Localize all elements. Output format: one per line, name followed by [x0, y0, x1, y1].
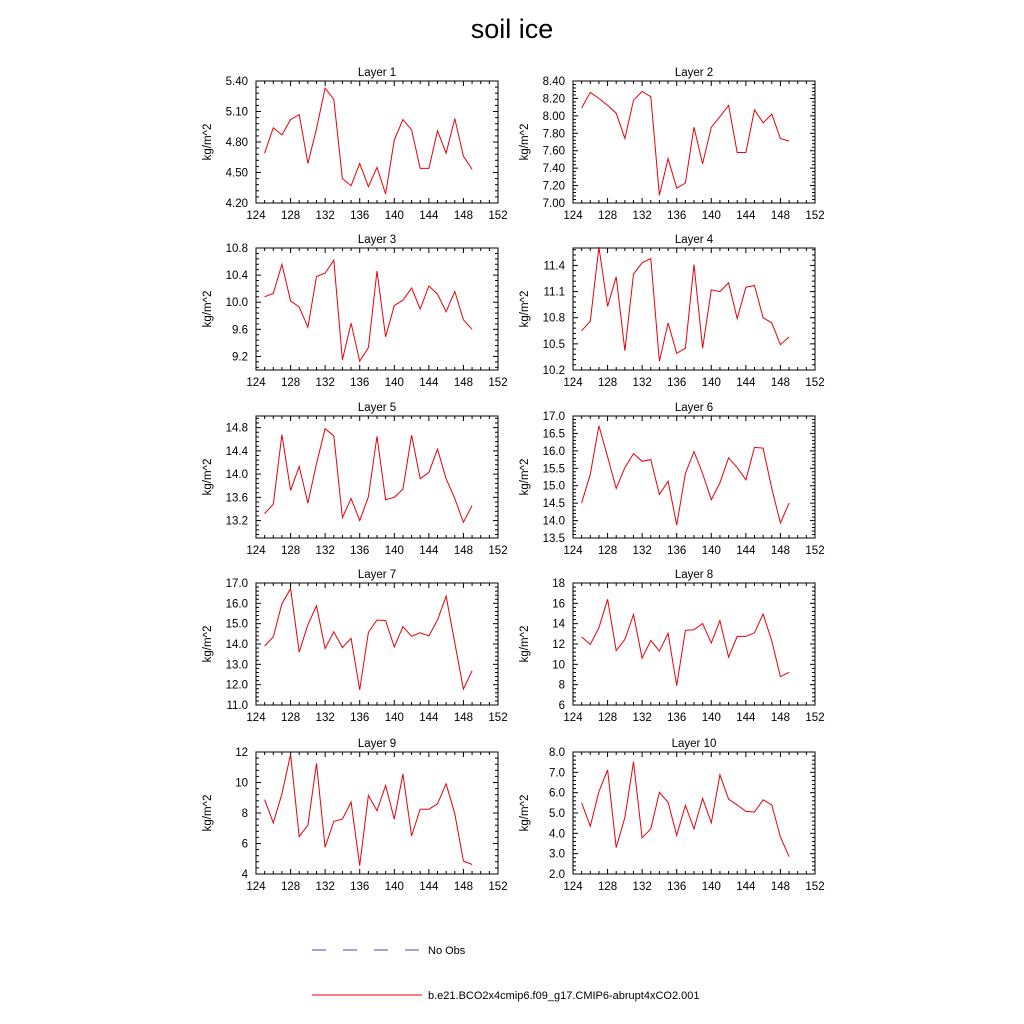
y-tick-label: 10.4 — [225, 270, 248, 283]
x-tick-label: 140 — [701, 545, 721, 557]
y-axis-label: kg/m^2 — [202, 290, 214, 328]
panel-title: Layer 9 — [357, 738, 397, 750]
legend-item-model — [312, 990, 700, 1002]
panel-title: Layer 4 — [674, 234, 714, 246]
legend-item-no-obs — [312, 945, 466, 957]
plot-frame — [256, 81, 498, 203]
y-tick-label: 5.40 — [225, 76, 248, 88]
y-tick-label: 11.0 — [226, 700, 248, 712]
x-tick-label: 148 — [770, 377, 791, 389]
y-tick-label: 7.60 — [542, 145, 565, 158]
y-tick-label: 4 — [241, 869, 248, 881]
y-axis-label: kg/m^2 — [519, 290, 531, 328]
x-tick-label: 136 — [667, 712, 687, 724]
y-tick-label: 10 — [235, 777, 248, 790]
y-tick-label: 11.1 — [543, 286, 565, 299]
y-tick-label: 10.8 — [225, 243, 248, 255]
y-tick-label: 16.5 — [542, 428, 565, 441]
y-tick-label: 17.0 — [225, 578, 248, 590]
x-tick-label: 140 — [384, 377, 404, 389]
x-tick-label: 144 — [419, 545, 439, 557]
x-tick-label: 136 — [350, 881, 370, 893]
panel-layer-9 — [202, 738, 508, 893]
series-line-model — [265, 589, 473, 690]
y-tick-label: 14 — [552, 618, 565, 631]
x-tick-label: 128 — [280, 545, 301, 557]
x-tick-label: 148 — [453, 210, 474, 222]
x-tick-label: 128 — [280, 881, 301, 893]
x-tick-label: 152 — [488, 712, 508, 724]
y-tick-label: 10.0 — [225, 297, 248, 310]
panel-layer-5 — [202, 402, 508, 557]
x-tick-label: 144 — [736, 712, 756, 724]
y-axis-label: kg/m^2 — [202, 625, 214, 663]
panel-layer-2 — [519, 67, 825, 222]
x-tick-label: 148 — [770, 210, 791, 222]
x-tick-label: 132 — [632, 881, 652, 893]
x-tick-label: 152 — [805, 545, 825, 557]
y-tick-label: 7.40 — [542, 163, 565, 176]
series-line-model — [582, 247, 790, 361]
x-tick-label: 152 — [805, 712, 825, 724]
panel-title: Layer 5 — [357, 402, 397, 414]
y-tick-label: 8.20 — [542, 93, 565, 106]
x-tick-label: 140 — [384, 712, 404, 724]
x-tick-label: 136 — [667, 210, 687, 222]
x-tick-label: 132 — [632, 712, 652, 724]
y-tick-label: 7.0 — [549, 767, 565, 780]
y-tick-label: 13.6 — [225, 492, 248, 505]
panel-layer-4 — [519, 234, 825, 389]
plot-frame — [573, 81, 815, 203]
x-tick-label: 144 — [419, 881, 439, 893]
y-tick-label: 7.20 — [542, 180, 565, 193]
y-tick-label: 16.0 — [225, 598, 248, 611]
y-axis-label: kg/m^2 — [202, 123, 214, 161]
panel-title: Layer 7 — [357, 569, 397, 581]
x-tick-label: 148 — [453, 881, 474, 893]
y-tick-label: 13.0 — [225, 659, 248, 672]
x-tick-label: 136 — [350, 210, 370, 222]
x-tick-label: 128 — [280, 377, 301, 389]
x-tick-label: 140 — [384, 545, 404, 557]
legend-label-model: b.e21.BCO2x4cmip6.f09_g17.CMIP6-abrupt4xCO2.001 — [428, 990, 700, 1002]
y-tick-label: 14.8 — [225, 422, 248, 435]
x-tick-label: 132 — [315, 545, 335, 557]
y-tick-label: 14.4 — [225, 445, 248, 458]
x-tick-label: 136 — [667, 545, 687, 557]
x-tick-label: 124 — [246, 881, 266, 893]
y-tick-label: 4.80 — [225, 137, 248, 149]
x-tick-label: 136 — [350, 712, 370, 724]
x-tick-label: 124 — [246, 545, 266, 557]
x-tick-label: 140 — [701, 712, 721, 724]
x-tick-label: 140 — [384, 881, 404, 893]
y-tick-label: 8 — [241, 808, 248, 820]
panel-title: Layer 1 — [357, 67, 397, 79]
legend — [312, 945, 700, 1002]
y-tick-label: 14.5 — [542, 498, 565, 511]
panel-layer-6 — [519, 402, 825, 557]
y-tick-label: 6.0 — [549, 787, 565, 800]
y-tick-label: 14.0 — [225, 469, 248, 482]
y-tick-label: 13.5 — [542, 533, 565, 545]
plot-frame — [573, 583, 815, 705]
chart-title: soil ice — [470, 14, 554, 44]
x-tick-label: 128 — [597, 210, 618, 222]
x-tick-label: 128 — [597, 545, 618, 557]
y-tick-label: 15.5 — [542, 463, 565, 476]
x-tick-label: 124 — [563, 712, 583, 724]
plot-frame — [573, 416, 815, 538]
x-tick-label: 144 — [419, 210, 439, 222]
x-tick-label: 132 — [315, 210, 335, 222]
x-tick-label: 132 — [632, 377, 652, 389]
y-tick-label: 14.0 — [542, 515, 565, 528]
series-line-model — [265, 260, 473, 361]
series-line-model — [582, 92, 790, 196]
y-tick-label: 18 — [552, 578, 565, 590]
x-tick-label: 136 — [667, 377, 687, 389]
series-line-model — [582, 426, 790, 525]
x-tick-label: 132 — [632, 545, 652, 557]
y-tick-label: 8.0 — [549, 747, 565, 759]
x-tick-label: 152 — [488, 210, 508, 222]
panel-layer-1 — [202, 67, 508, 222]
x-tick-label: 128 — [280, 712, 301, 724]
y-tick-label: 15.0 — [225, 618, 248, 631]
x-tick-label: 140 — [384, 210, 404, 222]
panel-grid — [202, 67, 825, 893]
y-tick-label: 12.0 — [225, 679, 248, 692]
plot-frame — [256, 416, 498, 538]
x-tick-label: 124 — [246, 377, 266, 389]
series-line-model — [265, 754, 473, 865]
y-axis-label: kg/m^2 — [519, 458, 531, 496]
y-axis-label: kg/m^2 — [202, 794, 214, 832]
x-tick-label: 144 — [736, 210, 756, 222]
x-tick-label: 124 — [563, 210, 583, 222]
y-tick-label: 7.00 — [542, 198, 565, 210]
plot-frame — [573, 752, 815, 874]
x-tick-label: 132 — [315, 881, 335, 893]
x-tick-label: 148 — [770, 712, 791, 724]
x-tick-label: 144 — [419, 712, 439, 724]
y-tick-label: 6 — [241, 838, 248, 851]
x-tick-label: 136 — [350, 545, 370, 557]
y-axis-label: kg/m^2 — [519, 794, 531, 832]
x-tick-label: 132 — [315, 712, 335, 724]
panel-title: Layer 2 — [674, 67, 714, 79]
series-line-model — [582, 762, 790, 857]
x-tick-label: 136 — [667, 881, 687, 893]
panel-layer-10 — [519, 738, 825, 893]
x-tick-label: 128 — [597, 377, 618, 389]
series-line-model — [582, 599, 790, 685]
x-tick-label: 148 — [453, 377, 474, 389]
x-tick-label: 132 — [315, 377, 335, 389]
x-tick-label: 136 — [350, 377, 370, 389]
panel-title: Layer 8 — [674, 569, 714, 581]
x-tick-label: 140 — [701, 377, 721, 389]
legend-label-no-obs: No Obs — [428, 945, 466, 957]
panel-layer-7 — [202, 569, 508, 724]
x-tick-label: 152 — [805, 881, 825, 893]
series-line-model — [265, 88, 473, 194]
y-tick-label: 10.5 — [542, 338, 565, 351]
x-tick-label: 152 — [488, 545, 508, 557]
y-axis-label: kg/m^2 — [519, 123, 531, 161]
panel-layer-3 — [202, 234, 508, 389]
x-tick-label: 128 — [597, 712, 618, 724]
y-tick-label: 4.20 — [225, 198, 248, 210]
y-tick-label: 15.0 — [542, 480, 565, 493]
y-tick-label: 8.00 — [542, 110, 565, 123]
x-tick-label: 152 — [488, 377, 508, 389]
y-tick-label: 4.0 — [549, 828, 565, 841]
y-tick-label: 9.6 — [232, 324, 248, 337]
panel-title: Layer 6 — [674, 402, 714, 414]
panel-layer-8 — [519, 569, 825, 724]
x-tick-label: 124 — [246, 712, 266, 724]
y-tick-label: 2.0 — [549, 869, 565, 881]
y-tick-label: 8 — [558, 679, 565, 692]
x-tick-label: 148 — [453, 712, 474, 724]
y-tick-label: 5.10 — [225, 106, 248, 119]
x-tick-label: 144 — [736, 377, 756, 389]
y-tick-label: 6 — [558, 700, 565, 712]
x-tick-label: 124 — [563, 881, 583, 893]
y-axis-label: kg/m^2 — [202, 458, 214, 496]
x-tick-label: 144 — [419, 377, 439, 389]
y-tick-label: 10 — [552, 659, 565, 672]
x-tick-label: 128 — [280, 210, 301, 222]
panel-title: Layer 10 — [671, 738, 717, 750]
y-tick-label: 14.0 — [225, 639, 248, 651]
series-line-model — [265, 429, 473, 523]
y-tick-label: 12 — [552, 639, 565, 651]
panel-title: Layer 3 — [357, 234, 397, 246]
x-tick-label: 124 — [246, 210, 266, 222]
x-tick-label: 124 — [563, 545, 583, 557]
y-tick-label: 16.0 — [542, 445, 565, 458]
y-tick-label: 10.2 — [542, 365, 565, 377]
y-tick-label: 17.0 — [542, 411, 565, 423]
x-tick-label: 144 — [736, 545, 756, 557]
x-tick-label: 140 — [701, 210, 721, 222]
y-tick-label: 12 — [235, 747, 248, 759]
x-tick-label: 152 — [488, 881, 508, 893]
x-tick-label: 152 — [805, 377, 825, 389]
y-tick-label: 5.0 — [549, 808, 565, 820]
y-tick-label: 8.40 — [542, 76, 565, 88]
y-tick-label: 7.80 — [542, 128, 565, 141]
y-tick-label: 16 — [552, 598, 565, 611]
x-tick-label: 124 — [563, 377, 583, 389]
y-tick-label: 13.2 — [225, 515, 248, 528]
plot-frame — [256, 248, 498, 370]
x-tick-label: 148 — [770, 545, 791, 557]
y-tick-label: 4.50 — [225, 167, 248, 180]
y-tick-label: 10.8 — [542, 312, 565, 325]
x-tick-label: 128 — [597, 881, 618, 893]
y-tick-label: 3.0 — [549, 848, 565, 861]
y-tick-label: 11.4 — [543, 260, 565, 273]
x-tick-label: 144 — [736, 881, 756, 893]
x-tick-label: 140 — [701, 881, 721, 893]
x-tick-label: 148 — [453, 545, 474, 557]
y-tick-label: 9.2 — [232, 351, 248, 364]
y-axis-label: kg/m^2 — [519, 625, 531, 663]
x-tick-label: 152 — [805, 210, 825, 222]
x-tick-label: 132 — [632, 210, 652, 222]
x-tick-label: 148 — [770, 881, 791, 893]
